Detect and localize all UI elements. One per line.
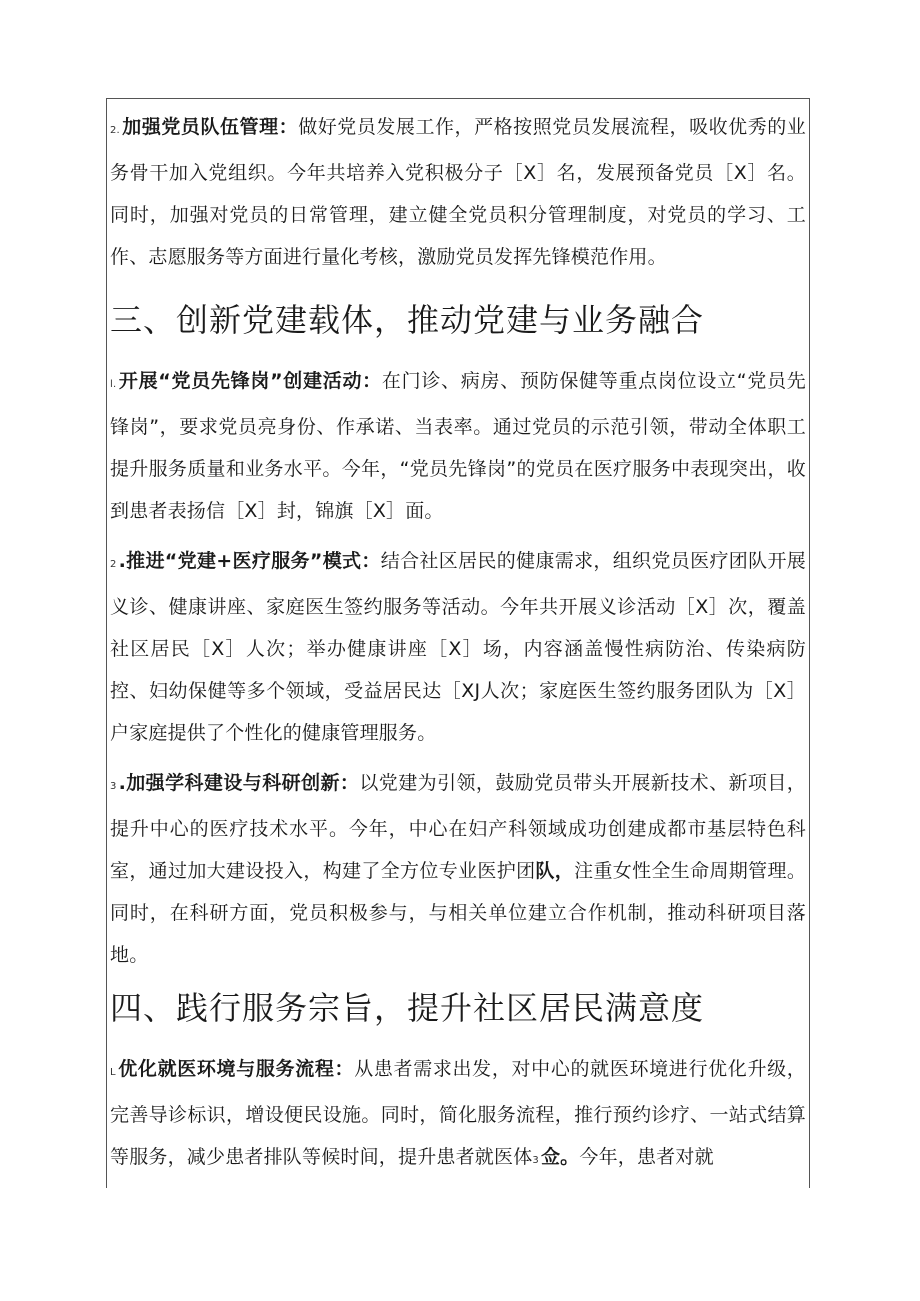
- item-bold-fragment: 佥。: [540, 1146, 580, 1168]
- item-lead: .推进“党建+医疗服务”模式：: [118, 550, 381, 572]
- item-body-continued: 今年，患者对就: [579, 1146, 714, 1168]
- document-body: [110, 106, 806, 1182]
- item-body: 结合社区居民的健康需求，组织党员医疗团队开展义诊、健康讲座、家庭医生签约服务等活动。今年共开展义诊活动［X］次，覆盖社区居民［X］人次；举办健康讲座［X］场，内容涵盖慢性病防治、传染病防控、妇幼保健等多个领域，受益居民达［XJ人次；家庭医生签约服务团队为［X］户家庭提供了个性化的健康管理服务。: [110, 550, 806, 744]
- item-number: L: [110, 1067, 116, 1078]
- item-body: 从患者需求出发，对中心的就医环境进行优化升级，完善导诊标识，增设便民设施。同时，简化服务流程，推行预约诊疗、一站式结算等服务，减少患者排队等候时间，提升患者就医体: [110, 1058, 806, 1168]
- item-number: 2: [110, 559, 117, 570]
- list-item: [110, 540, 806, 754]
- item-body: 以党建为引领，鼓励党员带头开展新技术、新项目，提升中心的医疗技术水平。今年，中心在妇产科领域成功创建成都市基层特色科室，通过加大建设投入，构建了全方位专业医护团: [110, 772, 806, 882]
- list-item: [110, 762, 806, 976]
- item-body-continued: 注重女性全生命周期管理。同时，在科研方面，党员积极参与，与相关单位建立合作机制，推动科研项目落地。: [110, 860, 807, 966]
- list-item: [110, 1048, 806, 1182]
- item-lead: 加强党员队伍管理：: [121, 116, 299, 138]
- item-inline-digit: 3: [532, 1155, 539, 1166]
- item-bold-fragment: 队，: [535, 860, 575, 882]
- section-heading: 三、创新党建载体，推动党建与业务融合: [110, 301, 705, 339]
- list-item: [110, 360, 806, 532]
- item-body: 在门诊、病房、预防保健等重点岗位设立“党员先锋岗”，要求党员亮身份、作承诺、当表率。通过党员的示范引领，带动全体职工提升服务质量和业务水平。今年，“党员先锋岗”的党员在医疗服务中表现突出，收到患者表扬信［X］封，锦旗［X］面。: [110, 370, 806, 522]
- list-item: [110, 106, 806, 278]
- item-number: 3: [110, 781, 117, 792]
- item-number: 2.: [110, 125, 120, 136]
- item-body: 做好党员发展工作，严格按照党员发展流程，吸收优秀的业务骨干加入党组织。今年共培养入党积极分子［X］名，发展预备党员［X］名。同时，加强对党员的日常管理，建立健全党员积分管理制度，对党员的学习、工作、志愿服务等方面进行量化考核，激励党员发挥先锋模范作用。: [110, 116, 806, 268]
- section-heading: 四、践行服务宗旨，提升社区居民满意度: [110, 989, 705, 1027]
- item-number: l.: [110, 379, 117, 390]
- item-lead: 开展“党员先锋岗”创建活动：: [118, 370, 382, 392]
- item-lead: 优化就医环境与服务流程：: [117, 1058, 355, 1080]
- item-lead: .加强学科建设与科研创新：: [118, 772, 360, 794]
